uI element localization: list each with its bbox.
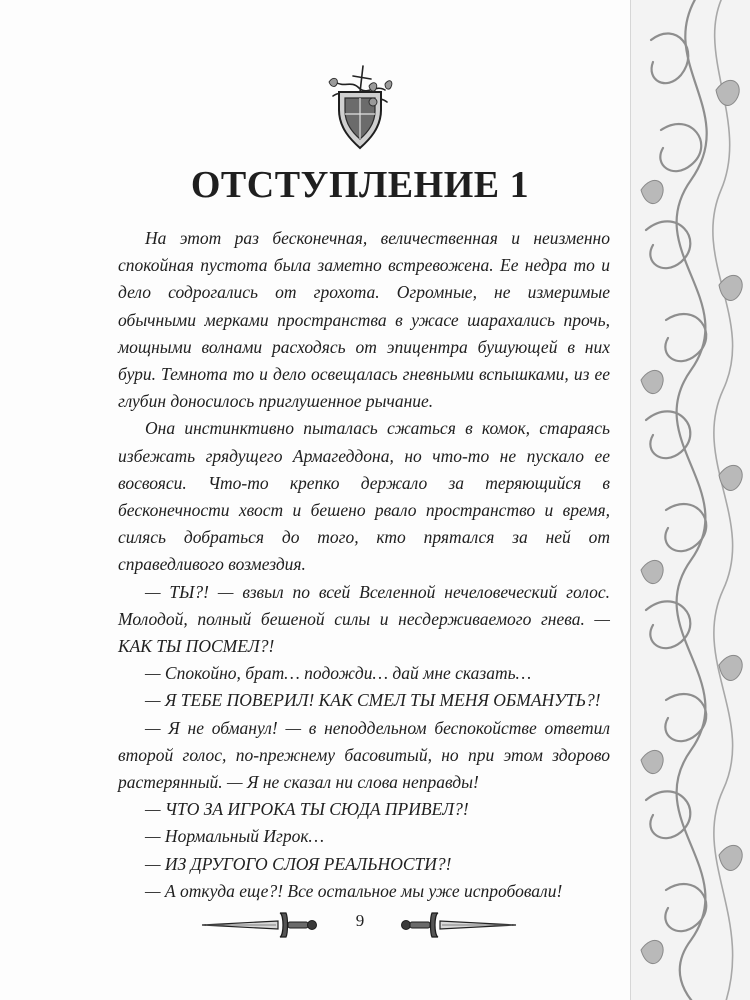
ornamental-border — [630, 0, 750, 1000]
chapter-title: ОТСТУПЛЕНИЕ 1 — [190, 164, 530, 206]
paragraph: — Спокойно, брат… подожди… дай мне сказать… — [145, 663, 532, 684]
paragraph: — А откуда еще?! Все остальное мы уже испробовали! — [145, 880, 563, 901]
page-footer — [200, 905, 520, 945]
paragraph: — ЧТО ЗА ИГРОКА ТЫ СЮДА ПРИВЕЛ?! — [145, 799, 469, 820]
paragraph: — ТЫ?! — взвыл по всей Вселенной нечеловеческий голос. Молодой, полный бешеной силы и несдерживаемого гнева. — КАК ТЫ ПОСМЕЛ?! — [118, 581, 610, 657]
paragraph: Она инстинктивно пыталась сжаться в комок, стараясь избежать грядущего Армагеддона, но что-то не пускало ее восвояси. Что-то крепко держало за теряющийся в бесконечности хвост и бешено рвало пространство и время, силясь добраться до того, кто прятался за ней от справедливого возмездия. — [118, 418, 610, 575]
paragraph: — Я ТЕБЕ ПОВЕРИЛ! КАК СМЕЛ ТЫ МЕНЯ ОБМАНУТЬ?! — [145, 690, 601, 711]
paragraph: На этот раз бесконечная, величественная и неизменно спокойная пустота была заметно встревожена. Ее недра то и дело содрогались от грохота. Огромные, не измеримые обычными мерками пространства в ужасе шарахались прочь, мощными волнами расходясь от эпицентра бушующей в них бури. Темнота то и дело освещалась гневными вспышками, из ее глубин доносилось приглушенное рычание. — [118, 228, 610, 412]
page-number: 9 — [355, 911, 365, 930]
swirl-ornament-icon — [631, 0, 750, 1000]
dagger-right-icon — [400, 907, 518, 943]
dagger-left-icon — [200, 907, 318, 943]
body-text — [118, 225, 610, 905]
paragraph: — Нормальный Игрок… — [145, 826, 325, 847]
paragraph: — ИЗ ДРУГОГО СЛОЯ РЕАЛЬНОСТИ?! — [145, 853, 452, 874]
shield-sword-emblem-icon — [325, 62, 395, 150]
paragraph: — Я не обманул! — в неподдельном беспокойстве ответил второй голос, по-прежнему басовитый, но при этом здорово растерянный. — Я не сказал ни слова неправды! — [118, 717, 610, 793]
